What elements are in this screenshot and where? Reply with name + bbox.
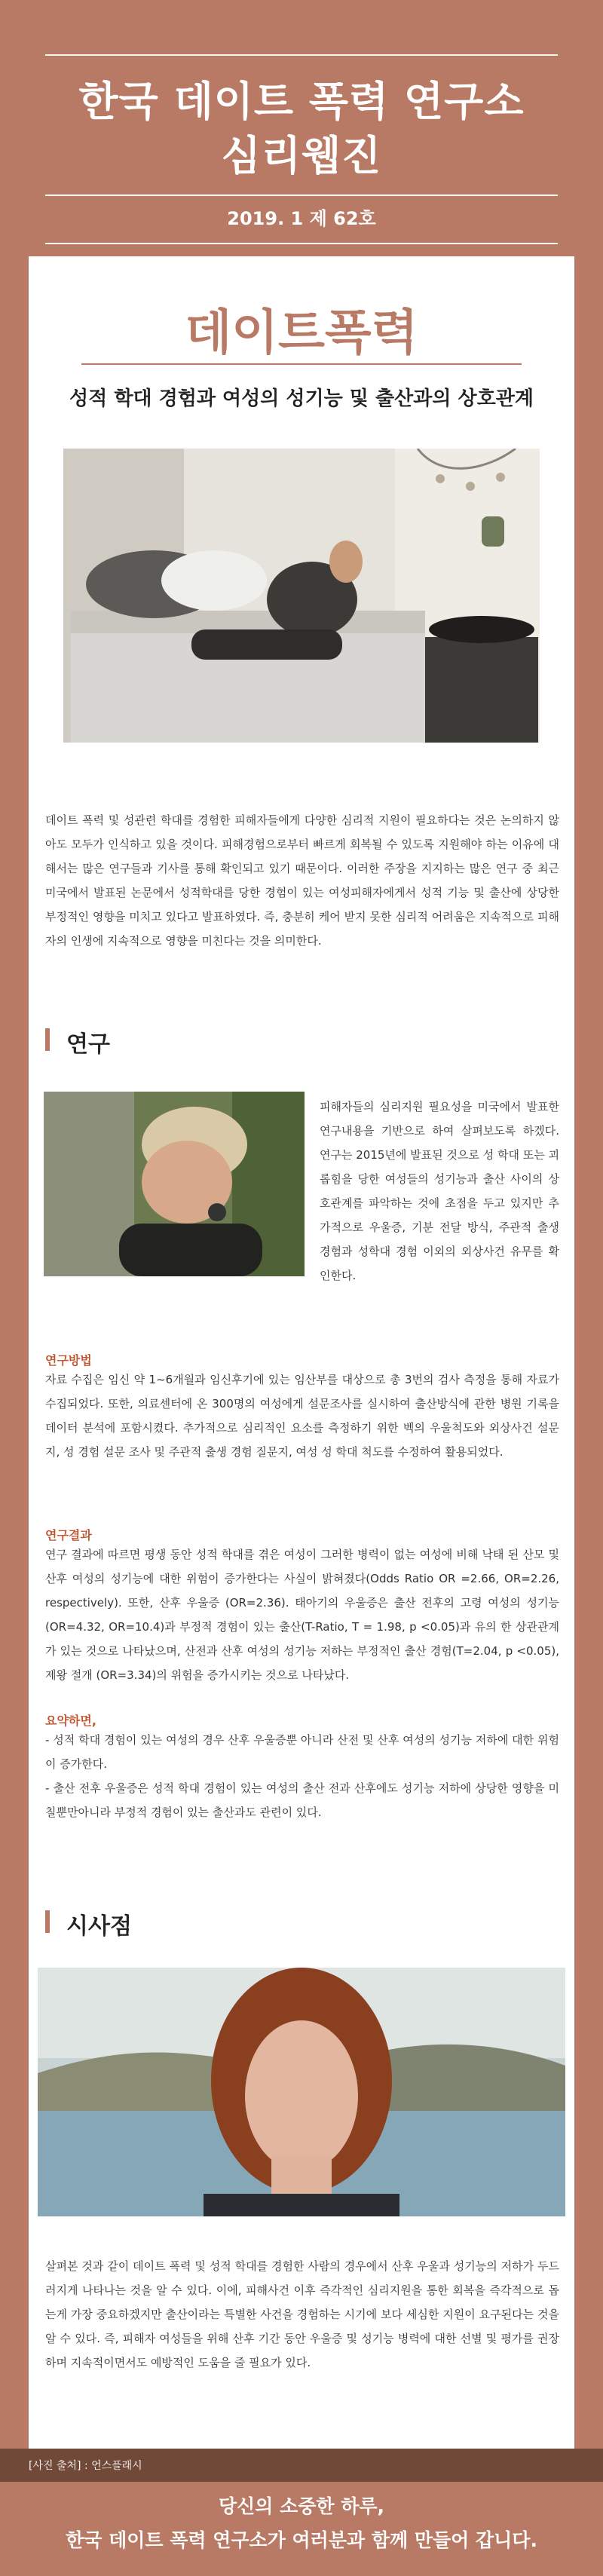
footer-line2: 한국 데이트 폭력 연구소가 여러분과 함께 만들어 갑니다.	[66, 2529, 537, 2551]
heading-accent-bar	[45, 1028, 50, 1051]
result-paragraph: 연구 결과에 따르면 평생 동안 성적 학대를 겪은 여성이 그러한 병력이 없는 여성에 비해 낙태 된 산모 및 산후 여성의 성기능에 대한 위험이 증가한다는 사실이 밝혀졌다(Odds Ratio OR =2.66, OR=2.26, respectively). 또한, 산후 우울증 (OR=2.36). 태아기의 우울증은 출산 전후의 고령 여성의 성기능(OR=4.32, OR=10.4)과 부정적 경험이 있는 출산(T-Ratio, T = 1.98, p <0.05)과 유의 한 상관관계가 있는 것으로 나타났으며, 산전과 산후 여성의 성기능 저하는 부정적인 출산 경험(T=2.04, p <0.05), 제왕 절개 (OR=3.34)의 위험을 증가시키는 것으로 나타났다.	[45, 1548, 559, 1682]
red-haired-woman-photo	[38, 1968, 565, 2216]
heading-accent-bar	[45, 1910, 50, 1933]
header-divider-middle	[45, 195, 558, 196]
issue-number: 2019. 1 제 62호	[227, 208, 376, 229]
article-subtitle: 성적 학대 경험과 여성의 성기능 및 출산과의 상호관계	[69, 387, 534, 410]
footer-line1: 당신의 소중한 하루,	[218, 2495, 385, 2517]
article-card	[29, 256, 574, 2449]
webzine-title-line1: 한국 데이트 폭력 연구소	[78, 78, 525, 125]
summary-item: - 성적 학대 경험이 있는 여성의 경우 산후 우울증뿐 아니라 산전 및 산후 여성의 성기능 저하에 대한 위험이 증가한다.	[45, 1733, 559, 1771]
method-heading: 연구방법	[45, 1353, 92, 1368]
summary-item: - 출산 전후 우울증은 성적 학대 경험이 있는 여성의 출산 전과 산후에도 성기능 저하에 상당한 영향을 미칠뿐만아니라 부정적 경험이 있는 출산과도 관련이 있다.	[45, 1781, 559, 1819]
photo-source-text: [사진 출처] : 언스플래시	[29, 2460, 142, 2472]
photo-source-strip	[0, 2449, 603, 2482]
bedroom-woman-photo	[63, 449, 540, 743]
method-paragraph: 자료 수집은 임신 약 1~6개월과 임신후기에 있는 임산부를 대상으로 총 3번의 검사 측정을 통해 자료가 수집되었다. 또한, 의료센터에 온 300명의 여성에게 설문조사를 실시하여 출산방식에 관한 병원 기록을 데이터 분석에 포함시켰다. 추가적으로 심리적인 요소를 측정하기 위한 벡의 우울척도와 외상사건 설문지, 성 경험 설문 조사 및 주관적 출생 경험 질문지, 여성 성 학대 척도를 수정하여 활용되었다.	[45, 1373, 559, 1459]
result-heading: 연구결과	[45, 1528, 92, 1542]
woman-covering-face-photo	[44, 1092, 305, 1276]
header	[0, 0, 603, 256]
research-paragraph: 피해자들의 심리지원 필요성을 미국에서 발표한 연구내용을 기반으로 하여 살펴보도록 하겠다. 연구는 2015년에 발표된 것으로 성 학대 또는 괴롭힘을 당한 여성들의 성기능과 출산 사이의 상호관계를 파악하는 것에 초점을 두고 있지만 추가적으로 우울증, 기분 전달 방식, 주관적 출생 경험과 성학대 경험 이외의 외상사건 유무를 확인한다.	[320, 1100, 559, 1282]
article-title: 데이트폭력	[185, 305, 418, 361]
intro-paragraph: 데이트 폭력 및 성관련 학대를 경험한 피해자들에게 다양한 심리적 지원이 필요하다는 것은 논의하지 않아도 모두가 인식하고 있을 것이다. 피해경험으로부터 빠르게 회복될 수 있도록 지원해야 하는 이유에 대해서는 많은 연구들과 기사를 통해 확인되고 있기 때문이다. 이러한 주장을 지지하는 많은 연구 중 최근 미국에서 발표된 논문에서 성적학대를 당한 경험이 있는 여성피해자에게서 성적 기능 및 출산에 상당한 부정적인 영향을 미치고 있다고 발표하였다. 즉, 충분히 케어 받지 못한 심리적 어려움은 지속적으로 피해자의 인생에 지속적으로 영향을 미친다는 것을 의미한다.	[45, 813, 559, 948]
webzine-title-line2: 심리웹진	[221, 132, 382, 179]
section-heading-label: 시사점	[66, 1913, 132, 1940]
summary-heading: 요약하면,	[45, 1714, 96, 1728]
title-underline	[81, 363, 522, 365]
summary-list	[45, 1728, 559, 1824]
header-divider-bottom	[45, 243, 558, 244]
header-divider-top	[45, 54, 558, 56]
implication-paragraph: 살펴본 것과 같이 데이트 폭력 및 성적 학대를 경험한 사람의 경우에서 산후 우울과 성기능의 저하가 두드러지게 나타나는 것을 알 수 있다. 이에, 피해사건 이후 즉각적인 심리지원을 통한 회복을 즉각적으로 돕는게 가장 중요하겠지만 출산이라는 특별한 사건을 경험하는 시기에 보다 세심한 지원이 요구된다는 것을 알 수 있다. 즉, 피해자 여성들을 위해 산후 기간 동안 우울증 및 성기능 병력에 대한 선별 및 평가를 권장하며 지속적이면서도 예방적인 도움을 줄 필요가 있다.	[45, 2259, 559, 2369]
section-heading-label: 연구	[66, 1031, 110, 1058]
